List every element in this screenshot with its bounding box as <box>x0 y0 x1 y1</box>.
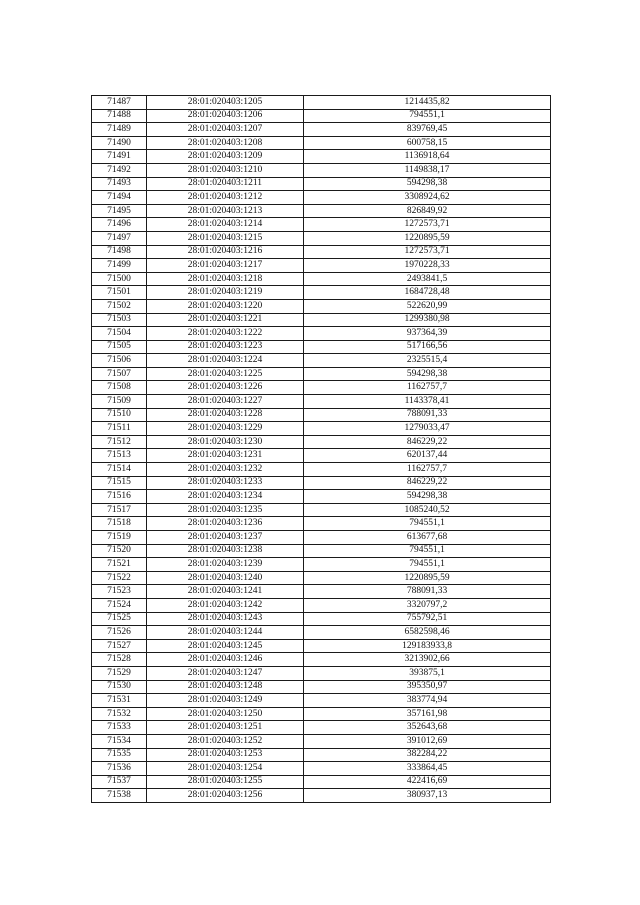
row-number-cell: 71508 <box>92 381 147 395</box>
cadastral-value-cell: 1299380,98 <box>304 313 551 327</box>
cadastral-value-cell: 391012,69 <box>304 734 551 748</box>
cadastral-value-cell: 1136918,64 <box>304 150 551 164</box>
table-row <box>92 612 551 626</box>
row-number-cell: 71496 <box>92 218 147 232</box>
table-row <box>92 748 551 762</box>
table-row <box>92 544 551 558</box>
row-number-cell: 71514 <box>92 463 147 477</box>
cadastral-value-cell: 422416,69 <box>304 775 551 789</box>
cadastral-value-cell: 846229,22 <box>304 476 551 490</box>
table-row <box>92 354 551 368</box>
row-number-cell: 71487 <box>92 96 147 110</box>
row-number-cell: 71511 <box>92 422 147 436</box>
row-number-cell: 71513 <box>92 449 147 463</box>
cadastral-number-cell: 28:01:020403:1237 <box>147 531 304 545</box>
cadastral-value-cell: 794551,1 <box>304 544 551 558</box>
table-row <box>92 721 551 735</box>
cadastral-number-cell: 28:01:020403:1240 <box>147 571 304 585</box>
cadastral-number-cell: 28:01:020403:1223 <box>147 340 304 354</box>
cadastral-number-cell: 28:01:020403:1212 <box>147 191 304 205</box>
cadastral-number-cell: 28:01:020403:1222 <box>147 327 304 341</box>
cadastral-number-cell: 28:01:020403:1221 <box>147 313 304 327</box>
cadastral-value-cell: 517166,56 <box>304 340 551 354</box>
cadastral-number-cell: 28:01:020403:1252 <box>147 734 304 748</box>
row-number-cell: 71509 <box>92 395 147 409</box>
table-row <box>92 680 551 694</box>
table-row <box>92 272 551 286</box>
table-row <box>92 231 551 245</box>
table-row <box>92 381 551 395</box>
row-number-cell: 71515 <box>92 476 147 490</box>
cadastral-number-cell: 28:01:020403:1248 <box>147 680 304 694</box>
table-row <box>92 666 551 680</box>
table-row <box>92 626 551 640</box>
row-number-cell: 71498 <box>92 245 147 259</box>
cadastral-number-cell: 28:01:020403:1247 <box>147 666 304 680</box>
cadastral-value-cell: 1220895,59 <box>304 231 551 245</box>
cadastral-number-cell: 28:01:020403:1249 <box>147 694 304 708</box>
row-number-cell: 71506 <box>92 354 147 368</box>
cadastral-value-cell: 352643,68 <box>304 721 551 735</box>
cadastral-number-cell: 28:01:020403:1245 <box>147 639 304 653</box>
cadastral-value-cell: 937364,39 <box>304 327 551 341</box>
cadastral-value-cell: 393875,1 <box>304 666 551 680</box>
row-number-cell: 71521 <box>92 558 147 572</box>
cadastral-value-cell: 846229,22 <box>304 435 551 449</box>
cadastral-number-cell: 28:01:020403:1213 <box>147 204 304 218</box>
cadastral-number-cell: 28:01:020403:1238 <box>147 544 304 558</box>
cadastral-value-cell: 600758,15 <box>304 136 551 150</box>
cadastral-number-cell: 28:01:020403:1209 <box>147 150 304 164</box>
table-row <box>92 639 551 653</box>
row-number-cell: 71526 <box>92 626 147 640</box>
row-number-cell: 71501 <box>92 286 147 300</box>
row-number-cell: 71518 <box>92 517 147 531</box>
table-row <box>92 259 551 273</box>
cadastral-number-cell: 28:01:020403:1242 <box>147 598 304 612</box>
cadastral-value-cell: 357161,98 <box>304 707 551 721</box>
cadastral-number-cell: 28:01:020403:1225 <box>147 367 304 381</box>
cadastral-number-cell: 28:01:020403:1217 <box>147 259 304 273</box>
cadastral-value-cell: 594298,38 <box>304 367 551 381</box>
row-number-cell: 71491 <box>92 150 147 164</box>
row-number-cell: 71527 <box>92 639 147 653</box>
cadastral-value-cell: 395350,97 <box>304 680 551 694</box>
cadastral-number-cell: 28:01:020403:1255 <box>147 775 304 789</box>
table-body <box>92 96 551 803</box>
cadastral-value-cell: 3213902,66 <box>304 653 551 667</box>
cadastral-value-cell: 1162757,7 <box>304 381 551 395</box>
cadastral-number-cell: 28:01:020403:1236 <box>147 517 304 531</box>
cadastral-value-cell: 594298,38 <box>304 490 551 504</box>
row-number-cell: 71497 <box>92 231 147 245</box>
row-number-cell: 71517 <box>92 503 147 517</box>
row-number-cell: 71492 <box>92 163 147 177</box>
cadastral-number-cell: 28:01:020403:1256 <box>147 789 304 803</box>
cadastral-value-cell: 594298,38 <box>304 177 551 191</box>
cadastral-number-cell: 28:01:020403:1216 <box>147 245 304 259</box>
table-row <box>92 367 551 381</box>
row-number-cell: 71520 <box>92 544 147 558</box>
cadastral-value-cell: 383774,94 <box>304 694 551 708</box>
table-row <box>92 598 551 612</box>
row-number-cell: 71488 <box>92 109 147 123</box>
row-number-cell: 71532 <box>92 707 147 721</box>
cadastral-value-cell: 129183933,8 <box>304 639 551 653</box>
row-number-cell: 71530 <box>92 680 147 694</box>
table-row <box>92 299 551 313</box>
cadastral-number-cell: 28:01:020403:1219 <box>147 286 304 300</box>
table-row <box>92 558 551 572</box>
cadastral-value-cell: 6582598,46 <box>304 626 551 640</box>
cadastral-value-cell: 788091,33 <box>304 408 551 422</box>
table-row <box>92 449 551 463</box>
cadastral-value-cell: 613677,68 <box>304 531 551 545</box>
cadastral-value-cell: 620137,44 <box>304 449 551 463</box>
cadastral-number-cell: 28:01:020403:1234 <box>147 490 304 504</box>
table-row <box>92 313 551 327</box>
cadastral-value-cell: 794551,1 <box>304 517 551 531</box>
cadastral-value-cell: 1220895,59 <box>304 571 551 585</box>
cadastral-value-cell: 1970228,33 <box>304 259 551 273</box>
cadastral-value-cell: 788091,33 <box>304 585 551 599</box>
table-row <box>92 395 551 409</box>
cadastral-number-cell: 28:01:020403:1233 <box>147 476 304 490</box>
cadastral-number-cell: 28:01:020403:1208 <box>147 136 304 150</box>
row-number-cell: 71500 <box>92 272 147 286</box>
cadastral-number-cell: 28:01:020403:1239 <box>147 558 304 572</box>
row-number-cell: 71524 <box>92 598 147 612</box>
table-row <box>92 218 551 232</box>
cadastral-value-cell: 1085240,52 <box>304 503 551 517</box>
row-number-cell: 71529 <box>92 666 147 680</box>
cadastral-number-cell: 28:01:020403:1241 <box>147 585 304 599</box>
row-number-cell: 71505 <box>92 340 147 354</box>
cadastral-number-cell: 28:01:020403:1253 <box>147 748 304 762</box>
table-row <box>92 245 551 259</box>
table-row <box>92 340 551 354</box>
row-number-cell: 71528 <box>92 653 147 667</box>
table-row <box>92 707 551 721</box>
row-number-cell: 71510 <box>92 408 147 422</box>
cadastral-number-cell: 28:01:020403:1251 <box>147 721 304 735</box>
cadastral-number-cell: 28:01:020403:1231 <box>147 449 304 463</box>
cadastral-value-cell: 1279033,47 <box>304 422 551 436</box>
table-row <box>92 463 551 477</box>
cadastral-value-cell: 1684728,48 <box>304 286 551 300</box>
cadastral-number-cell: 28:01:020403:1229 <box>147 422 304 436</box>
cadastral-number-cell: 28:01:020403:1244 <box>147 626 304 640</box>
row-number-cell: 71535 <box>92 748 147 762</box>
cadastral-value-cell: 755792,51 <box>304 612 551 626</box>
cadastral-number-cell: 28:01:020403:1235 <box>147 503 304 517</box>
cadastral-number-cell: 28:01:020403:1224 <box>147 354 304 368</box>
table-row <box>92 503 551 517</box>
table-row <box>92 422 551 436</box>
cadastral-value-cell: 1162757,7 <box>304 463 551 477</box>
row-number-cell: 71494 <box>92 191 147 205</box>
cadastral-value-cell: 380937,13 <box>304 789 551 803</box>
row-number-cell: 71493 <box>92 177 147 191</box>
cadastral-value-cell: 2493841,5 <box>304 272 551 286</box>
cadastral-number-cell: 28:01:020403:1230 <box>147 435 304 449</box>
table-row <box>92 789 551 803</box>
cadastral-number-cell: 28:01:020403:1254 <box>147 762 304 776</box>
cadastral-value-cell: 1214435,82 <box>304 96 551 110</box>
cadastral-number-cell: 28:01:020403:1215 <box>147 231 304 245</box>
cadastral-number-cell: 28:01:020403:1218 <box>147 272 304 286</box>
cadastral-value-cell: 3320797,2 <box>304 598 551 612</box>
cadastral-value-cell: 1143378,41 <box>304 395 551 409</box>
table-row <box>92 136 551 150</box>
table-row <box>92 476 551 490</box>
row-number-cell: 71507 <box>92 367 147 381</box>
table-row <box>92 775 551 789</box>
cadastral-number-cell: 28:01:020403:1232 <box>147 463 304 477</box>
cadastral-value-cell: 3308924,62 <box>304 191 551 205</box>
cadastral-value-cell: 1272573,71 <box>304 245 551 259</box>
row-number-cell: 71504 <box>92 327 147 341</box>
table-row <box>92 191 551 205</box>
table-row <box>92 734 551 748</box>
cadastral-value-cell: 794551,1 <box>304 109 551 123</box>
table-row <box>92 762 551 776</box>
table-row <box>92 517 551 531</box>
cadastral-number-cell: 28:01:020403:1250 <box>147 707 304 721</box>
cadastral-value-table <box>91 95 551 803</box>
table-row <box>92 123 551 137</box>
row-number-cell: 71503 <box>92 313 147 327</box>
table-row <box>92 327 551 341</box>
table-row <box>92 286 551 300</box>
cadastral-number-cell: 28:01:020403:1220 <box>147 299 304 313</box>
table-row <box>92 585 551 599</box>
table-row <box>92 694 551 708</box>
cadastral-value-cell: 1149838,17 <box>304 163 551 177</box>
table-row <box>92 490 551 504</box>
cadastral-number-cell: 28:01:020403:1246 <box>147 653 304 667</box>
cadastral-value-cell: 839769,45 <box>304 123 551 137</box>
cadastral-number-cell: 28:01:020403:1243 <box>147 612 304 626</box>
row-number-cell: 71537 <box>92 775 147 789</box>
row-number-cell: 71523 <box>92 585 147 599</box>
row-number-cell: 71490 <box>92 136 147 150</box>
row-number-cell: 71512 <box>92 435 147 449</box>
cadastral-value-cell: 794551,1 <box>304 558 551 572</box>
table-row <box>92 109 551 123</box>
row-number-cell: 71495 <box>92 204 147 218</box>
row-number-cell: 71531 <box>92 694 147 708</box>
cadastral-value-cell: 1272573,71 <box>304 218 551 232</box>
cadastral-number-cell: 28:01:020403:1214 <box>147 218 304 232</box>
cadastral-number-cell: 28:01:020403:1228 <box>147 408 304 422</box>
cadastral-number-cell: 28:01:020403:1206 <box>147 109 304 123</box>
cadastral-number-cell: 28:01:020403:1211 <box>147 177 304 191</box>
cadastral-value-cell: 826849,92 <box>304 204 551 218</box>
table-row <box>92 653 551 667</box>
table-row <box>92 408 551 422</box>
table-row <box>92 96 551 110</box>
table-row <box>92 204 551 218</box>
cadastral-number-cell: 28:01:020403:1205 <box>147 96 304 110</box>
row-number-cell: 71525 <box>92 612 147 626</box>
cadastral-value-cell: 333864,45 <box>304 762 551 776</box>
cadastral-number-cell: 28:01:020403:1227 <box>147 395 304 409</box>
row-number-cell: 71533 <box>92 721 147 735</box>
cadastral-value-cell: 2325515,4 <box>304 354 551 368</box>
row-number-cell: 71534 <box>92 734 147 748</box>
table-row <box>92 571 551 585</box>
table-row <box>92 163 551 177</box>
row-number-cell: 71538 <box>92 789 147 803</box>
table-row <box>92 531 551 545</box>
row-number-cell: 71502 <box>92 299 147 313</box>
row-number-cell: 71536 <box>92 762 147 776</box>
cadastral-number-cell: 28:01:020403:1207 <box>147 123 304 137</box>
cadastral-value-cell: 382284,22 <box>304 748 551 762</box>
table-row <box>92 150 551 164</box>
row-number-cell: 71489 <box>92 123 147 137</box>
row-number-cell: 71522 <box>92 571 147 585</box>
table-row <box>92 435 551 449</box>
row-number-cell: 71499 <box>92 259 147 273</box>
cadastral-value-cell: 522620,99 <box>304 299 551 313</box>
cadastral-number-cell: 28:01:020403:1210 <box>147 163 304 177</box>
row-number-cell: 71516 <box>92 490 147 504</box>
cadastral-number-cell: 28:01:020403:1226 <box>147 381 304 395</box>
row-number-cell: 71519 <box>92 531 147 545</box>
table-row <box>92 177 551 191</box>
